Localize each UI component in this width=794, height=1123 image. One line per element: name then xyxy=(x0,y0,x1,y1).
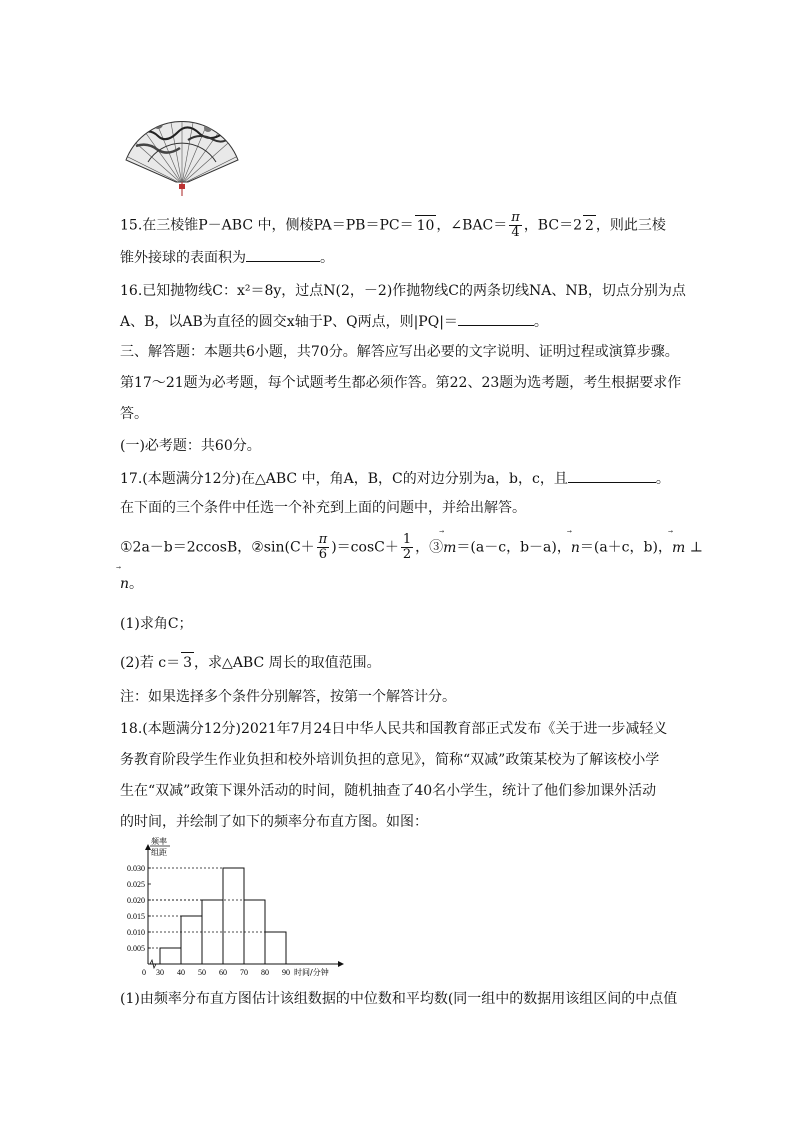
histogram-bar xyxy=(223,868,244,964)
q15-text: 15.在三棱锥P－ABC 中，侧棱PA＝PB＝PC＝ xyxy=(120,217,414,234)
fraction-one-half xyxy=(401,533,413,562)
sqrt-2: 2 xyxy=(583,215,596,236)
q17-n-end: 。 xyxy=(129,576,144,592)
sqrt-3: 3 xyxy=(181,652,194,673)
q15-line1 xyxy=(120,211,666,240)
histogram-bar xyxy=(265,932,286,964)
cond1-text: ①2a－b＝2ccosB，②sin(C＋ xyxy=(120,539,315,556)
frac-num: 1 xyxy=(402,532,412,547)
q18-line4: 的时间，并绘制了如下的频率分布直方图。如图： xyxy=(120,814,428,830)
y-tick-label: 0.025 xyxy=(127,880,145,889)
q16-end: 。 xyxy=(533,314,548,330)
answer-blank xyxy=(568,468,656,483)
cond3-text-b: ＝(a－c，b－a)， xyxy=(456,539,571,556)
q15-angle-text: ，∠BAC＝ xyxy=(436,217,508,234)
q15-suffix: ，则此三棱 xyxy=(595,217,666,234)
q15-bc-text: ，BC＝2 xyxy=(523,217,582,234)
q18-sub1: (1)由频率分布直方图估计该组数据的中位数和平均数(同一组中的数据用该组区间的中点值 xyxy=(120,991,678,1007)
frequency-histogram xyxy=(118,836,348,976)
q15-end: 。 xyxy=(320,250,334,266)
section3-line2: 第17～21题为必考题，每个试题考生都必须作答。第22、23题为选考题，考生根据要求作 xyxy=(120,375,682,391)
origin-label: 0 xyxy=(142,968,146,976)
q16-line1: 16.已知抛物线C：x²＝8y，过点N(2，－2)作抛物线C的两条切线NA、NB，切点分别为点 xyxy=(120,283,686,299)
q17-line1 xyxy=(120,468,670,489)
section3-line1: 三、解答题：本题共6小题，共70分。解答应写出必要的文字说明、证明过程或演算步骤。 xyxy=(120,344,679,360)
answer-blank xyxy=(458,311,534,326)
y-tick-label: 0.030 xyxy=(127,864,145,873)
x-tick-label: 70 xyxy=(240,968,248,976)
q17-sub2-text: (2)若 c＝ xyxy=(120,655,181,671)
q18-line1: 18.(本题满分12分)2021年7月24日中华人民共和国教育部正式发布《关于进一步减轻义 xyxy=(120,721,668,737)
y-label-top: 频率 xyxy=(151,837,167,846)
y-label-bottom: 组距 xyxy=(151,848,167,857)
histogram-bar xyxy=(181,916,202,964)
x-tick-label: 50 xyxy=(198,968,206,976)
y-tick-label: 0.015 xyxy=(127,912,145,921)
cond3-text: ，③ xyxy=(415,539,444,556)
q16-line2 xyxy=(120,311,548,332)
x-tick-label: 80 xyxy=(261,968,269,976)
folding-fan-image xyxy=(118,104,246,196)
frac-den: 2 xyxy=(402,547,412,562)
cond3-text-c: ＝(a＋c，b)， xyxy=(579,539,672,556)
x-tick-label: 60 xyxy=(219,968,227,976)
y-tick-label: 0.020 xyxy=(127,896,145,905)
x-axis-label: 时间/分钟 xyxy=(294,968,329,976)
x-tick-label: 30 xyxy=(156,968,164,976)
x-tick-label: 90 xyxy=(282,968,290,976)
frac-den: 6 xyxy=(318,547,328,562)
q16-text-2: A、B，以AB为直径的圆交x轴于P、Q两点，则|PQ|＝ xyxy=(120,314,458,330)
fraction-pi-over-6 xyxy=(317,533,330,562)
q15-line2 xyxy=(120,247,334,268)
frac-num: π xyxy=(511,210,520,225)
sqrt-10: 10 xyxy=(415,215,437,236)
vector-m: ⃗ m xyxy=(443,538,456,558)
q17-conditions xyxy=(120,533,703,562)
cond2-text: )＝cosC＋ xyxy=(331,539,399,556)
q15-text-2: 锥外接球的表面积为 xyxy=(120,250,246,266)
q17-end: 。 xyxy=(655,471,670,487)
frac-den: 4 xyxy=(511,225,520,240)
vector-m: ⃗ m xyxy=(672,538,685,558)
fraction-pi-over-4 xyxy=(509,211,522,240)
q18-line2: 务教育阶段学生作业负担和校外培训负担的意见》，简称“双减”政策某校为了解该校小学 xyxy=(120,752,660,768)
q17-line2: 在下面的三个条件中任选一个补充到上面的问题中，并给出解答。 xyxy=(120,500,526,516)
histogram-bar xyxy=(160,948,181,964)
frac-num: π xyxy=(318,532,328,547)
q17-note: 注：如果选择多个条件分别解答，按第一个解答计分。 xyxy=(120,689,456,705)
q17-sub2-text-b: ，求△ABC 周长的取值范围。 xyxy=(194,655,381,671)
x-axis-arrow xyxy=(338,961,344,967)
y-tick-label: 0.010 xyxy=(127,928,145,937)
q18-line3: 生在“双减”政策下课外活动的时间，随机抽查了40名小学生，统计了他们参加课外活动 xyxy=(120,783,657,799)
q17-text: 17.(本题满分12分)在△ABC 中，角A，B，C的对边分别为a，b，c，且 xyxy=(120,471,568,487)
y-tick-label: 0.005 xyxy=(127,944,145,953)
x-tick-label: 40 xyxy=(177,968,185,976)
vector-n: ⃗ n xyxy=(120,574,129,594)
perp-symbol: ⊥ xyxy=(689,539,703,556)
answer-blank xyxy=(246,247,320,262)
section-part1-heading: (一)必考题：共60分。 xyxy=(120,438,261,454)
q17-n-line xyxy=(120,574,143,594)
q17-sub1: (1)求角C； xyxy=(120,616,193,632)
q17-sub2 xyxy=(120,652,381,673)
vector-n: ⃗ n xyxy=(571,538,580,558)
section3-line3: 答。 xyxy=(120,406,148,422)
